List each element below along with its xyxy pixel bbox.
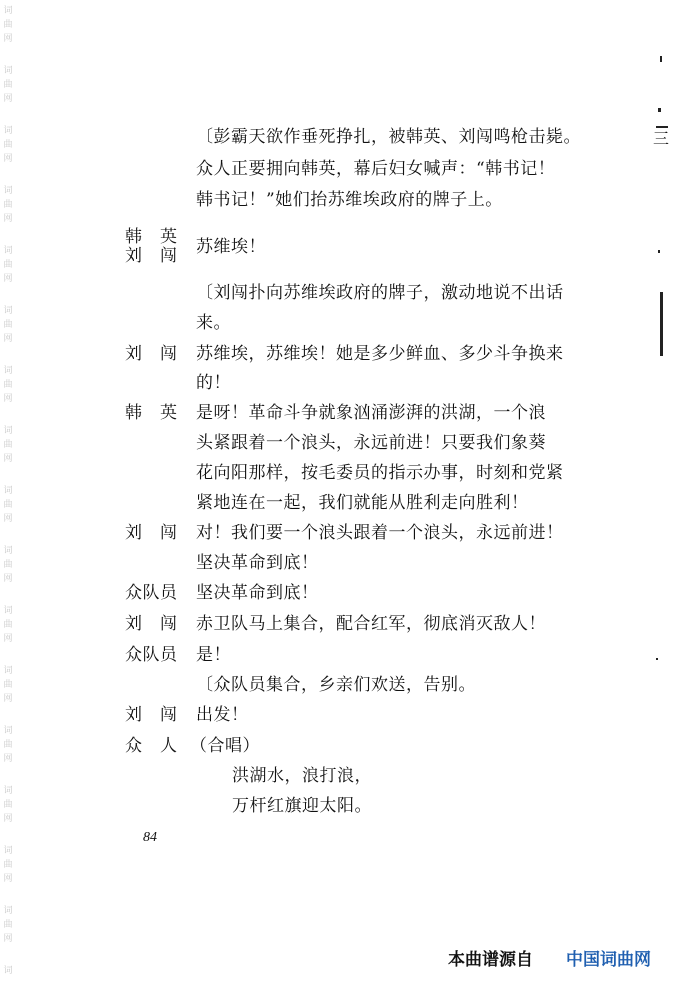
lyric-line: 万杆红旗迎太阳。: [232, 796, 372, 816]
watermark-char: 词: [3, 366, 13, 376]
watermark-char: 词: [3, 666, 13, 676]
watermark-char: 词: [3, 246, 13, 256]
watermark-char: 曲: [3, 500, 13, 510]
watermark-char: 网: [3, 874, 13, 884]
dialogue-line: 苏维埃！: [196, 237, 266, 257]
watermark-char: 词: [3, 66, 13, 76]
watermark-char: 曲: [3, 560, 13, 570]
watermark-char: 词: [3, 786, 13, 796]
watermark-char: 词: [3, 606, 13, 616]
watermark-char: 曲: [3, 440, 13, 450]
speaker-name: 刘 闯: [125, 344, 178, 364]
watermark-char: 词: [3, 966, 13, 976]
watermark-char: 网: [3, 214, 13, 224]
watermark-char: 曲: [3, 740, 13, 750]
dialogue-line: 紧地连在一起，我们就能从胜利走向胜利！: [196, 493, 529, 513]
watermark-char: 曲: [3, 200, 13, 210]
margin-glyph: 三: [653, 129, 670, 148]
stage-direction: 来。: [196, 313, 231, 333]
watermark-char: 网: [3, 454, 13, 464]
watermark-char: 词: [3, 906, 13, 916]
dialogue-line: 出发！: [196, 705, 249, 725]
watermark-char: 词: [3, 426, 13, 436]
scan-mark: [660, 56, 662, 62]
watermark-char: 曲: [3, 260, 13, 270]
scan-mark: [660, 292, 663, 356]
watermark-char: 曲: [3, 620, 13, 630]
watermark-char: 词: [3, 546, 13, 556]
dialogue-line: 苏维埃，苏维埃！她是多少鲜血、多少斗争换来: [196, 344, 564, 364]
watermark-char: 词: [3, 186, 13, 196]
watermark-char: 网: [3, 634, 13, 644]
watermark-char: 网: [3, 694, 13, 704]
speaker-name: 众队员: [125, 645, 178, 665]
watermark-char: 网: [3, 334, 13, 344]
watermark-char: 曲: [3, 320, 13, 330]
watermark-char: 曲: [3, 140, 13, 150]
watermark-char: 网: [3, 814, 13, 824]
speaker-name: 众队员: [125, 583, 178, 603]
watermark-char: 曲: [3, 860, 13, 870]
watermark-char: 网: [3, 934, 13, 944]
dialogue-line: 是！: [196, 645, 231, 665]
stage-direction: 〔众队员集合，乡亲们欢送，告别。: [196, 675, 476, 695]
watermark-char: 曲: [3, 800, 13, 810]
watermark-char: 词: [3, 126, 13, 136]
scan-mark: [658, 250, 660, 253]
footer-site-link[interactable]: 中国词曲网: [566, 950, 651, 970]
stage-direction: 〔彭霸天欲作垂死挣扎，被韩英、刘闯鸣枪击毙。: [196, 127, 581, 147]
dialogue-line: 对！我们要一个浪头跟着一个浪头，永远前进！: [196, 523, 564, 543]
watermark-char: 词: [3, 486, 13, 496]
scan-mark: [656, 658, 658, 660]
speaker-name: 众 人: [125, 736, 178, 756]
watermark-char: 词: [3, 846, 13, 856]
speaker-name: 刘 闯: [125, 246, 178, 266]
stage-direction: 众人正要拥向韩英，幕后妇女喊声：“韩书记！: [196, 159, 556, 179]
stage-direction: （合唱）: [190, 736, 260, 756]
watermark-char: 网: [3, 394, 13, 404]
speaker-name: 韩 英: [125, 227, 178, 247]
watermark-char: 网: [3, 94, 13, 104]
dialogue-line: 花向阳那样，按毛委员的指示办事，时刻和党紧: [196, 463, 564, 483]
dialogue-line: 是呀！革命斗争就象汹涌澎湃的洪湖，一个浪: [196, 403, 546, 423]
watermark-char: 词: [3, 6, 13, 16]
lyric-line: 洪湖水，浪打浪，: [232, 766, 372, 786]
watermark-char: 曲: [3, 920, 13, 930]
speaker-name: 刘 闯: [125, 614, 178, 634]
speaker-name: 刘 闯: [125, 705, 178, 725]
dialogue-line: 赤卫队马上集合，配合红军，彻底消灭敌人！: [196, 614, 546, 634]
watermark-char: 网: [3, 154, 13, 164]
dialogue-line: 坚决革命到底！: [196, 583, 319, 603]
watermark-char: 曲: [3, 80, 13, 90]
watermark-char: 网: [3, 574, 13, 584]
footer-source-label: 本曲谱源自: [448, 950, 533, 970]
speaker-name: 韩 英: [125, 403, 178, 423]
watermark-char: 网: [3, 514, 13, 524]
watermark-char: 网: [3, 274, 13, 284]
watermark-char: 曲: [3, 680, 13, 690]
watermark-char: 曲: [3, 380, 13, 390]
dialogue-line: 坚决革命到底！: [196, 553, 319, 573]
stage-direction: 〔刘闯扑向苏维埃政府的牌子，激动地说不出话: [196, 283, 564, 303]
dialogue-line: 头紧跟着一个浪头，永远前进！只要我们象葵: [196, 433, 546, 453]
page-number: 84: [143, 830, 157, 845]
watermark-char: 网: [3, 34, 13, 44]
speaker-name: 刘 闯: [125, 523, 178, 543]
watermark-char: 词: [3, 726, 13, 736]
watermark-char: 词: [3, 306, 13, 316]
scan-mark: [656, 126, 668, 128]
dialogue-line: 的！: [196, 373, 231, 393]
scan-mark: [658, 108, 661, 112]
watermark-char: 曲: [3, 20, 13, 30]
watermark-char: 网: [3, 754, 13, 764]
stage-direction: 韩书记！”她们抬苏维埃政府的牌子上。: [196, 190, 503, 210]
